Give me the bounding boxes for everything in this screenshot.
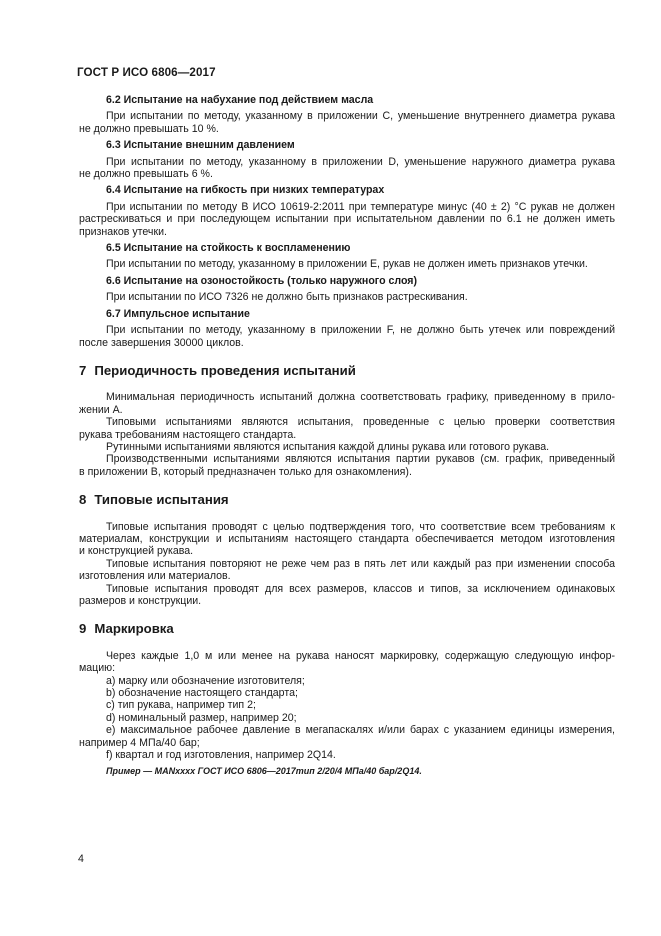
section-8-para-2-cont: изготовления или материалов. bbox=[79, 570, 231, 583]
section-7-para-4-cont: в приложении В, который предназначен только для ознакомления). bbox=[79, 465, 412, 478]
subsection-6-7-heading: 6.7 Импульсное испытание bbox=[106, 307, 250, 320]
section-8-para-3-cont: размеров и конструкции. bbox=[79, 595, 202, 607]
subsection-6-3-text: При испытании по методу, указанному в приложении D, уменьшение наружного диаметра рукава bbox=[106, 155, 615, 168]
section-8-para-2: Типовые испытания повторяют не реже чем раз в пять лет или каждый раз при изменении способа bbox=[106, 557, 615, 570]
section-8-para-1-cont: материалам, конструкции и испытаниям настоящего стандарта обеспечивается методом изготовления bbox=[79, 532, 615, 545]
subsection-6-6-heading: 6.6 Испытание на озоностойкость (только наружного слоя) bbox=[106, 274, 418, 287]
page-content bbox=[79, 94, 615, 778]
subsection-6-4-heading: 6.4 Испытание на гибкость при низких температурах bbox=[106, 184, 385, 197]
subsection-6-3-heading: 6.3 Испытание внешним давлением bbox=[106, 139, 295, 152]
subsection-6-4-text: При испытании по методу В ИСО 10619-2:2011 при температуре минус (40 ± 2) °С рукав не должен bbox=[106, 200, 615, 213]
subsection-6-2-text: При испытании по методу, указанному в приложении С, уменьшение внутреннего диаметра рукава bbox=[106, 110, 615, 123]
subsection-6-4-text-end: признаков утечки. bbox=[79, 225, 167, 238]
section-7-heading bbox=[79, 362, 615, 378]
section-9-para-1: Через каждые 1,0 м или менее на рукава наносят маркировку, содержащую следующую инфор- bbox=[106, 649, 615, 662]
subsection-6-5-heading: 6.5 Испытание на стойкость к воспламенению bbox=[106, 242, 351, 255]
section-7-para-4: Производственными испытаниями являются испытания партии рукавов (см. график, приведенный bbox=[106, 453, 615, 466]
list-item-e: e) максимальное рабочее давление в мегапаскалях и/или барах с указанием единицы измерения, bbox=[106, 724, 615, 737]
subsection-6-3-text-cont: не должно превышать 6 %. bbox=[79, 168, 213, 181]
list-item-b: b) обозначение настоящего стандарта; bbox=[106, 687, 298, 700]
section-7-para-1-cont: жении А. bbox=[79, 403, 123, 416]
subsection-6-5-text: При испытании по методу, указанному в приложении Е, рукав не должен иметь признаков утечки. bbox=[106, 258, 588, 271]
section-7-para-2-cont: рукава требованиям настоящего стандарта. bbox=[79, 428, 297, 441]
subsection-6-4-text-cont: растрескиваться и при последующем испытании при испытательном давлении по 6.1 не должен иметь bbox=[79, 213, 615, 226]
section-9-title: Маркировка bbox=[94, 621, 174, 637]
subsection-6-6-text: При испытании по ИСО 7326 не должно быть признаков растрескивания. bbox=[106, 291, 468, 304]
list-item-d: d) номинальный размер, например 20; bbox=[106, 711, 297, 724]
section-8-number: 8 bbox=[79, 492, 87, 508]
page-number: 4 bbox=[78, 853, 84, 865]
section-7-number: 7 bbox=[79, 362, 87, 378]
list-item-f: f) квартал и год изготовления, например 2Q14. bbox=[106, 749, 336, 762]
list-item-e-cont: например 4 МПа/40 бар; bbox=[79, 736, 200, 749]
subsection-6-7-text-cont: после завершения 30000 циклов. bbox=[79, 336, 244, 349]
section-8-para-1-end: и конструкцией рукава. bbox=[79, 545, 194, 558]
section-9-number: 9 bbox=[79, 621, 87, 637]
list-item-a: a) марку или обозначение изготовителя; bbox=[106, 674, 305, 687]
section-7-para-1: Минимальная периодичность испытаний должна соответствовать графику, приведенному в прило- bbox=[106, 391, 615, 404]
section-8-title: Типовые испытания bbox=[94, 492, 229, 508]
subsection-6-2-text-cont: не должно превышать 10 %. bbox=[79, 122, 219, 135]
document-header: ГОСТ Р ИСО 6806—2017 bbox=[77, 66, 216, 79]
section-8-para-1: Типовые испытания проводят с целью подтверждения того, что соответствие всем требованиям к bbox=[106, 520, 615, 533]
subsection-6-2-heading: 6.2 Испытание на набухание под действием масла bbox=[106, 94, 374, 106]
section-9-heading bbox=[79, 623, 615, 635]
list-item-c: c) тип рукава, например тип 2; bbox=[106, 699, 256, 712]
marking-example: Пример — MANxxxx ГОСТ ИСО 6806—2017тип 2/20/4 МПа/40 бар/2Q14. bbox=[106, 766, 422, 777]
section-9-para-1-cont: мацию: bbox=[79, 662, 116, 675]
section-8-para-3: Типовые испытания проводят для всех размеров, классов и типов, за исключением одинаковых bbox=[106, 582, 615, 595]
section-7-para-3: Рутинными испытаниями являются испытания каждой длины рукава или готового рукава. bbox=[106, 440, 550, 453]
subsection-6-7-text: При испытании по методу, указанному в приложении F, не должно быть утечек или повреждений bbox=[106, 324, 615, 337]
section-7-title: Периодичность проведения испытаний bbox=[94, 362, 356, 378]
section-7-para-2: Типовыми испытаниями являются испытания, проведенные с целью проверки соответствия bbox=[106, 416, 615, 429]
section-8-heading bbox=[79, 494, 615, 506]
